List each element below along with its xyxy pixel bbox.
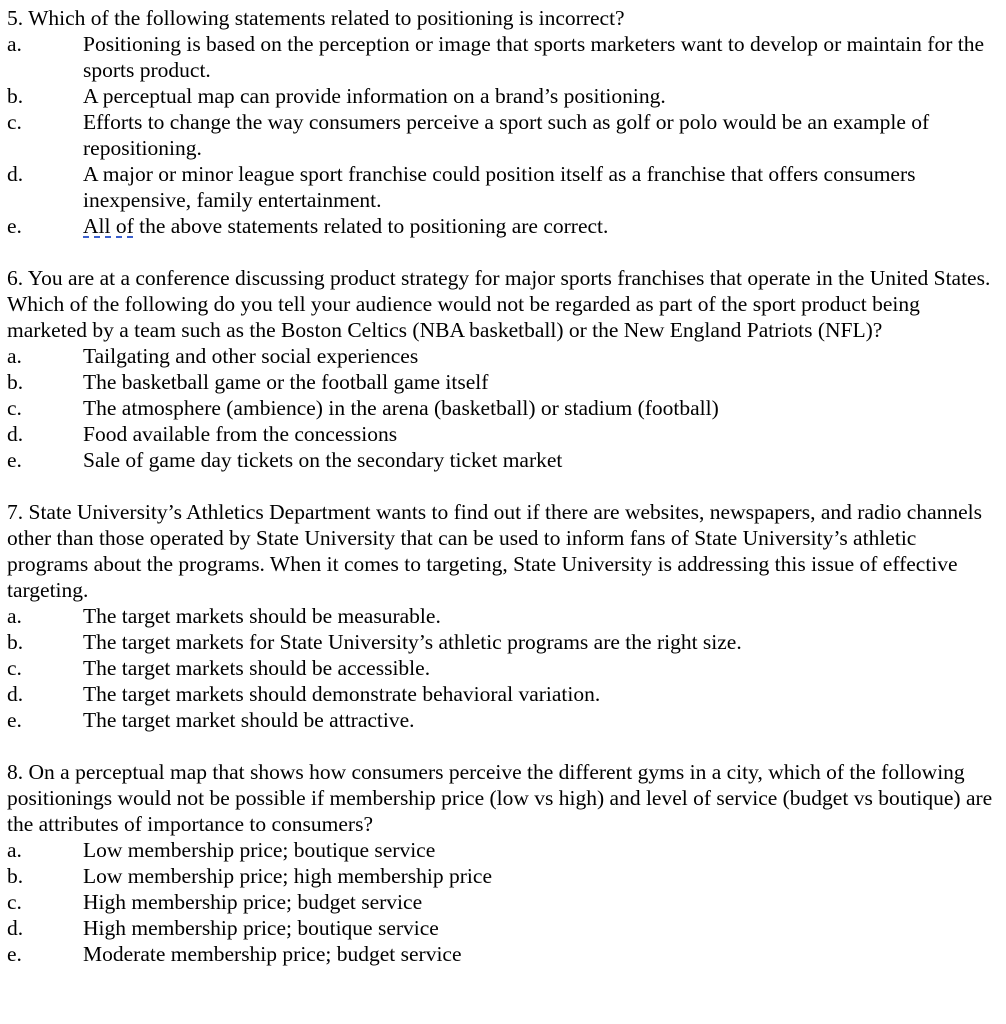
option-c [7, 889, 1006, 915]
option-text: The target market should be attractive. [83, 708, 415, 732]
option-d [7, 161, 1006, 213]
question-8 [7, 759, 1006, 967]
option-letter: b. [7, 370, 24, 394]
option-a [7, 603, 1006, 629]
option-text: High membership price; budget service [83, 890, 423, 914]
option-letter: a. [7, 32, 22, 56]
option-letter: d. [7, 162, 24, 186]
option-letter: b. [7, 630, 24, 654]
option-b [7, 83, 1006, 109]
option-text-rest: the above statements related to positioning are correct. [133, 214, 609, 238]
option-text: The target markets should demonstrate behavioral variation. [83, 682, 601, 706]
option-b [7, 369, 1006, 395]
option-letter: d. [7, 682, 24, 706]
option-text: The atmosphere (ambience) in the arena (basketball) or stadium (football) [83, 396, 719, 420]
question-stem: 5. Which of the following statements related to positioning is incorrect? [7, 6, 625, 30]
spellcheck-marked-text: All of [83, 214, 134, 238]
option-text: A major or minor league sport franchise could position itself as a franchise that offers consumers inexpensive, family entertainment. [83, 162, 916, 212]
option-text: High membership price; boutique service [83, 916, 439, 940]
option-c [7, 395, 1006, 421]
option-text: A perceptual map can provide information on a brand’s positioning. [83, 84, 666, 108]
option-letter: a. [7, 344, 22, 368]
option-list [7, 31, 1006, 239]
question-5 [7, 5, 1006, 239]
option-text: Tailgating and other social experiences [83, 344, 419, 368]
option-list [7, 837, 1006, 967]
question-stem: 8. On a perceptual map that shows how consumers perceive the different gyms in a city, which of the following positionings would not be possible if membership price (low vs high) and level of service (budget vs boutique) are the attributes of importance to consumers? [7, 760, 993, 836]
option-d [7, 915, 1006, 941]
option-text: The target markets for State University’s athletic programs are the right size. [83, 630, 742, 654]
option-text: The target markets should be accessible. [83, 656, 431, 680]
option-letter: e. [7, 214, 22, 238]
option-text: Food available from the concessions [83, 422, 398, 446]
option-letter: c. [7, 110, 22, 134]
option-e [7, 941, 1006, 967]
question-7 [7, 499, 1006, 733]
option-text: Positioning is based on the perception or image that sports marketers want to develop or maintain for the sports product. [83, 32, 984, 82]
option-b [7, 629, 1006, 655]
option-letter: d. [7, 916, 24, 940]
option-list [7, 603, 1006, 733]
option-c [7, 109, 1006, 161]
option-text: Low membership price; high membership price [83, 864, 492, 888]
option-letter: b. [7, 864, 24, 888]
option-letter: a. [7, 604, 22, 628]
option-list [7, 343, 1006, 473]
option-text: Sale of game day tickets on the secondary ticket market [83, 448, 563, 472]
option-a [7, 837, 1006, 863]
option-text: Low membership price; boutique service [83, 838, 436, 862]
question-stem: 6. You are at a conference discussing product strategy for major sports franchises that operate in the United States. Which of the following do you tell your audience would not be regarded as part of the sport product being marketed by a team such as the Boston Celtics (NBA basketball) or the New England Patriots (NFL)? [7, 266, 991, 342]
option-text: Moderate membership price; budget service [83, 942, 462, 966]
option-a [7, 343, 1006, 369]
option-a [7, 31, 1006, 83]
option-e [7, 707, 1006, 733]
option-letter: c. [7, 656, 22, 680]
option-text [83, 213, 1006, 239]
option-letter: b. [7, 84, 24, 108]
option-c [7, 655, 1006, 681]
option-letter: a. [7, 838, 22, 862]
option-letter: e. [7, 448, 22, 472]
option-text: Efforts to change the way consumers perceive a sport such as golf or polo would be an example of repositioning. [83, 110, 930, 160]
option-letter: c. [7, 396, 22, 420]
option-text: The target markets should be measurable. [83, 604, 441, 628]
option-e [7, 213, 1006, 239]
question-6 [7, 265, 1006, 473]
option-letter: d. [7, 422, 24, 446]
option-d [7, 421, 1006, 447]
option-letter: c. [7, 890, 22, 914]
option-text: The basketball game or the football game itself [83, 370, 489, 394]
option-letter: e. [7, 942, 22, 966]
option-b [7, 863, 1006, 889]
question-stem: 7. State University’s Athletics Department wants to find out if there are websites, newspapers, and radio channels other than those operated by State University that can be used to inform fans of State University’s athletic programs about the programs. When it comes to targeting, State University is addressing this issue of effective targeting. [7, 500, 983, 602]
option-d [7, 681, 1006, 707]
option-e [7, 447, 1006, 473]
option-letter: e. [7, 708, 22, 732]
